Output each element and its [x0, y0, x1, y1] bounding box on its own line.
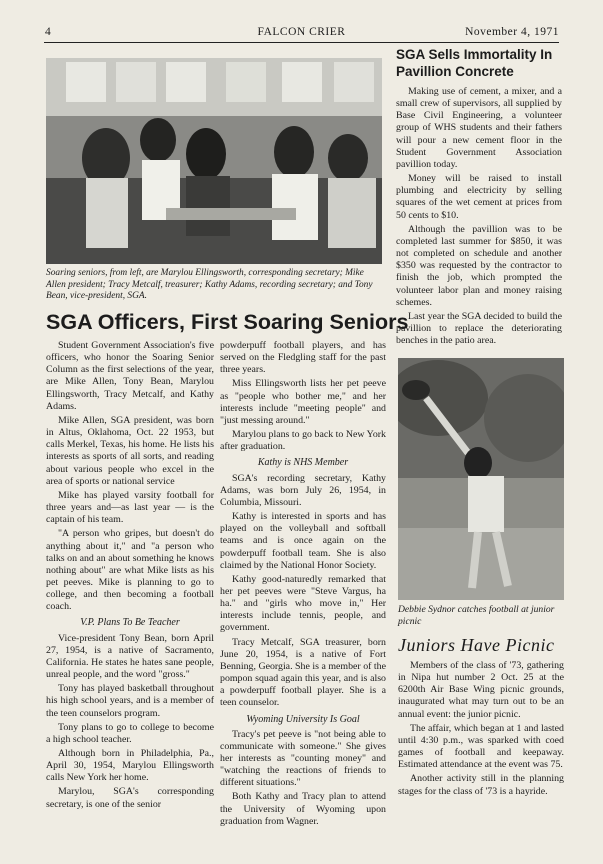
article-paragraph: Tony has played basketball throughout his high school years, and is a member of the teen counselors program. [46, 683, 214, 719]
article-paragraph: Marylou plans to go back to New York after graduation. [220, 429, 386, 453]
article-paragraph: Marylou, SGA's corresponding secretary, is one of the senior [46, 786, 214, 810]
article-paragraph: Tony plans to go to college to become a high school teacher. [46, 721, 214, 745]
article-paragraph: Last year the SGA decided to build the pavillion to replace the deteriorating benches in the patio area. [396, 310, 562, 347]
header-rule [44, 42, 559, 43]
article-paragraph: Mike has played varsity football for three years and—as last year — is the captain of his team. [46, 489, 214, 526]
article-paragraph: Members of the class of '73, gathering in Nipa hut number 2 Oct. 25 at the 6200th Air Base Wing picnic grounds, inaugurated what may turn out to be an annual event: the junior picnic. [398, 660, 564, 720]
subheading: Wyoming University Is Goal [246, 713, 360, 725]
article-paragraph: Kathy is interested in sports and has played on the volleyball and softball teams and is once again on the powderpuff football team. She is also claimed by the National Honor Society. [220, 511, 386, 571]
subheading: V.P. Plans To Be Teacher [80, 617, 180, 629]
article-paragraph: Both Kathy and Tracy plan to attend the University of Wyoming upon graduation from Wagner. [220, 791, 386, 827]
article-paragraph: Tracy Metcalf, SGA treasurer, born June 20, 1954, is a native of Fort Benning, Georgia. She is a member of the pompon squad again this year, and is also a powderpuff football player. She is a teen counselor. [220, 636, 386, 709]
officers-photo [46, 58, 382, 264]
newspaper-name: FALCON CRIER [257, 26, 346, 38]
subheading: Kathy is NHS Member [257, 457, 349, 469]
article-column-2 [220, 340, 386, 830]
article-paragraph: Another activity still in the planning stages for the class of '73 is a hayride. [398, 773, 564, 797]
article-paragraph: Although born in Philadelphia, Pa., April 30, 1954, Marylou Ellingsworth calls New York her home. [46, 748, 214, 784]
article-paragraph: SGA's recording secretary, Kathy Adams, was born July 26, 1954, in Columbia, Missouri. [220, 472, 386, 508]
article-paragraph: Although the pavillion was to be completed last summer for $850, it was not completed on schedule and another $350 was requested by the contractor to finish the job, which prompted the volunteer labor plan and money raising schemes. [396, 223, 562, 308]
article-paragraph: The affair, which began at 1 and lasted until 4:30 p.m., was sparked with coed games of football and keepaway. Estimated attendance at the event was 75. [398, 722, 564, 771]
picnic-headline: Juniors Have Picnic [398, 635, 555, 655]
article-paragraph: Vice-president Tony Bean, born April 27, 1954, is a native of Sacramento, California. He states he hates sane people, unreal people, and the word "gross." [46, 632, 214, 681]
photo-caption: Soaring seniors, from left, are Marylou Ellingsworth, corresponding secretary; Mike Allen president; Tracy Metcalf, treasurer; Kathy Adams, recording secretary; and Tony Bean, vice-president, SGA. [46, 268, 373, 302]
main-headline: SGA Officers, First Soaring Seniors [46, 310, 409, 334]
article-paragraph: Money will be raised to install plumbing and electricity by selling squares of the wet cement at prices from 50 cents to $10. [396, 173, 562, 221]
article-paragraph: Making use of cement, a mixer, and a small crew of supervisors, all supplied by Base Civil Engineering, a volunteer group of WHS students and their fathers will pour a new cement floor in the Student Government Association pavillion today. [396, 86, 562, 170]
page-number: 4 [45, 26, 52, 38]
article-paragraph: powderpuff football players, and has served on the Fledgling staff for the past three years. [220, 340, 386, 376]
side-story-headline: SGA Sells Immortality In Pavillion Concrete [396, 47, 553, 79]
side-story-body [396, 86, 562, 349]
article-paragraph: Student Government Association's five officers, who honor the Soaring Senior Column as the first selections of the year, are Mike Allen, Tony Bean, Marylou Ellingsworth, Tracy Metcalf, and Kathy Adams. [46, 340, 214, 412]
article-paragraph: "A person who gripes, but doesn't do anything about it," and "a person who talks on and an about something he knows nothing about" are what Mike lists as his pet peeves. Mike is planning to go to college, and then becoming a football coach. [46, 528, 214, 613]
football-caption: Debbie Sydnor catches football at junior picnic [398, 604, 555, 627]
article-paragraph: Tracy's pet peeve is "not being able to communicate with someone." She gives her interests as "counting money" and "watching the reactions of friends to different situations." [220, 728, 386, 789]
issue-date: November 4, 1971 [465, 26, 559, 38]
article-paragraph: Miss Ellingsworth lists her pet peeve as "people who bother me," and her interests include "meeting people" and "just messing around." [220, 378, 386, 426]
article-paragraph: Mike Allen, SGA president, was born in Altus, Oklahoma, Oct. 22 1953, but calls Merkel, Texas, his home. He lists his interests as sports of all sorts, and reading about various people who excel in the area of sports or national service [46, 414, 214, 487]
article-column-1 [46, 340, 214, 813]
football-photo [398, 358, 564, 600]
picnic-story-body [398, 660, 564, 800]
article-paragraph: Kathy good-naturedly remarked that her pet peeves were "Steve Vargus, ha ha." and "girls who move in," Her interests include tennis, people, and government. [220, 573, 386, 634]
